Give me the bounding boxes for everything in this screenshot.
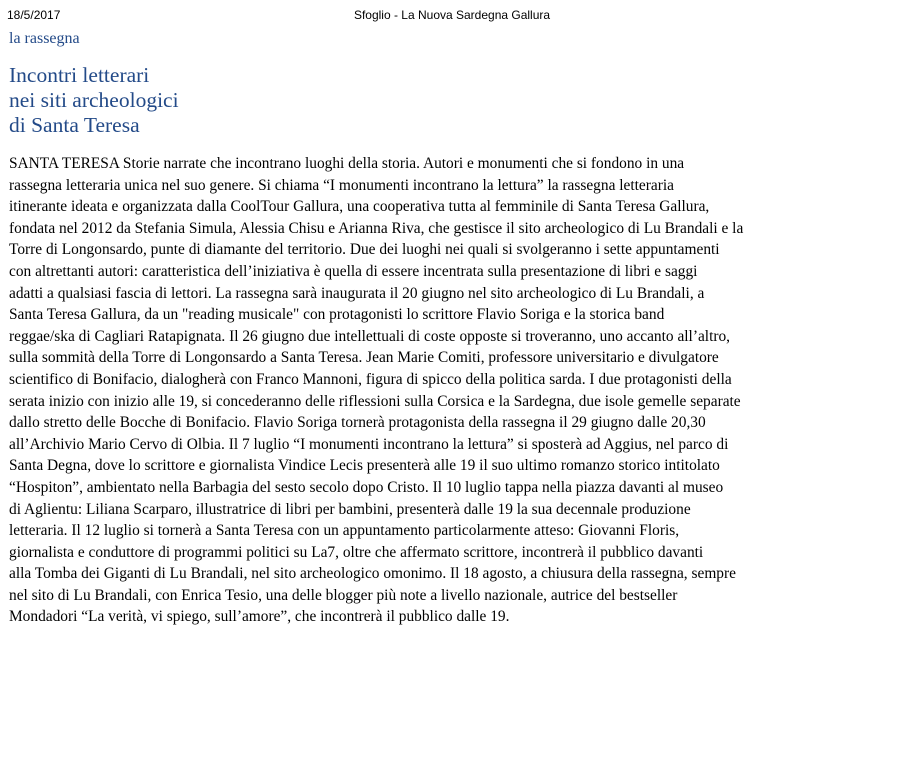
body-line: fondata nel 2012 da Stefania Simula, Alessia Chisu e Arianna Riva, che gestisce il sito archeologico di Lu Brandali e la xyxy=(9,219,744,237)
article-headline xyxy=(9,63,179,138)
body-line: serata inizio con inizio alle 19, si concederanno delle riflessioni sulla Corsica e la Sardegna, due isole gemelle separate xyxy=(9,392,741,410)
article-body xyxy=(9,153,889,628)
section-label: la rassegna xyxy=(9,30,80,47)
body-line: nel sito di Lu Brandali, con Enrica Tesio, una delle blogger più note a livello nazionale, autrice del bestseller xyxy=(9,586,678,604)
body-line: sulla sommità della Torre di Longonsardo a Santa Teresa. Jean Marie Comiti, professore universitario e divulgatore xyxy=(9,349,719,367)
body-line: reggae/ska di Cagliari Ratapignata. Il 26 giugno due intellettuali di coste opposte si troveranno, uno accanto all’altro, xyxy=(9,327,731,345)
body-line: “Hospiton”, ambientato nella Barbagia del sesto secolo dopo Cristo. Il 10 luglio tappa nella piazza davanti al museo xyxy=(9,478,724,496)
body-line: SANTA TERESA Storie narrate che incontrano luoghi della storia. Autori e monumenti che si fondono in una xyxy=(9,155,685,172)
body-line: giornalista e conduttore di programmi politici su La7, oltre che affermato scrittore, incontrerà il pubblico davanti xyxy=(9,543,704,561)
body-line: dallo stretto delle Bocche di Bonifacio. Flavio Soriga tornerà protagonista della rassegna il 29 giugno dalle 20,30 xyxy=(9,414,706,432)
body-line: all’Archivio Mario Cervo di Olbia. Il 7 luglio “I monumenti incontrano la lettura” si sposterà ad Aggius, nel parco di xyxy=(9,435,729,453)
headline-line: di Santa Teresa xyxy=(9,113,140,137)
body-line: scientifico di Bonifacio, dialogherà con Franco Mannoni, figura di spicco della politica sarda. I due protagonisti della xyxy=(9,370,732,388)
body-line: Mondadori “La verità, vi spiego, sull’amore”, che incontrerà il pubblico dalle 19. xyxy=(9,608,510,626)
body-line: Torre di Longonsardo, punte di diamante del territorio. Due dei luoghi nei quali si svolgeranno i sette appuntamenti xyxy=(9,241,720,259)
body-line: rassegna letteraria unica nel suo genere. Si chiama “I monumenti incontrano la lettura” la rassegna letteraria xyxy=(9,176,674,194)
body-line: adatti a qualsiasi fascia di lettori. La rassegna sarà inaugurata il 20 giugno nel sito archeologico di Lu Brandali, a xyxy=(9,284,705,302)
body-line: letteraria. Il 12 luglio si tornerà a Santa Teresa con un appuntamento particolarmente atteso: Giovanni Floris, xyxy=(9,522,680,540)
print-date: 18/5/2017 xyxy=(7,8,61,22)
body-line: Santa Teresa Gallura, da un "reading musicale" con protagonisti lo scrittore Flavio Soriga e la storica band xyxy=(9,306,665,324)
body-line: Santa Degna, dove lo scrittore e giornalista Vindice Lecis presenterà alle 19 il suo ultimo romanzo storico intitolato xyxy=(9,457,720,475)
print-page-title: Sfoglio - La Nuova Sardegna Gallura xyxy=(353,8,551,22)
body-line: con altrettanti autori: caratteristica dell’iniziativa è quella di essere incentrata sulla presentazione di libri e saggi xyxy=(9,262,698,280)
body-line: alla Tomba dei Giganti di Lu Brandali, nel sito archeologico omonimo. Il 18 agosto, a chiusura della rassegna, sempre xyxy=(9,565,736,583)
headline-line: nei siti archeologici xyxy=(9,88,179,112)
print-header xyxy=(7,8,897,24)
body-line: di Aglientu: Liliana Scarparo, illustratrice di libri per bambini, presenterà dalle 19 la sua decennale produzione xyxy=(9,500,691,518)
body-line: itinerante ideata e organizzata dalla CoolTour Gallura, una cooperativa tutta al femminile di Santa Teresa Gallura, xyxy=(9,198,710,216)
headline-line: Incontri letterari xyxy=(9,63,150,87)
